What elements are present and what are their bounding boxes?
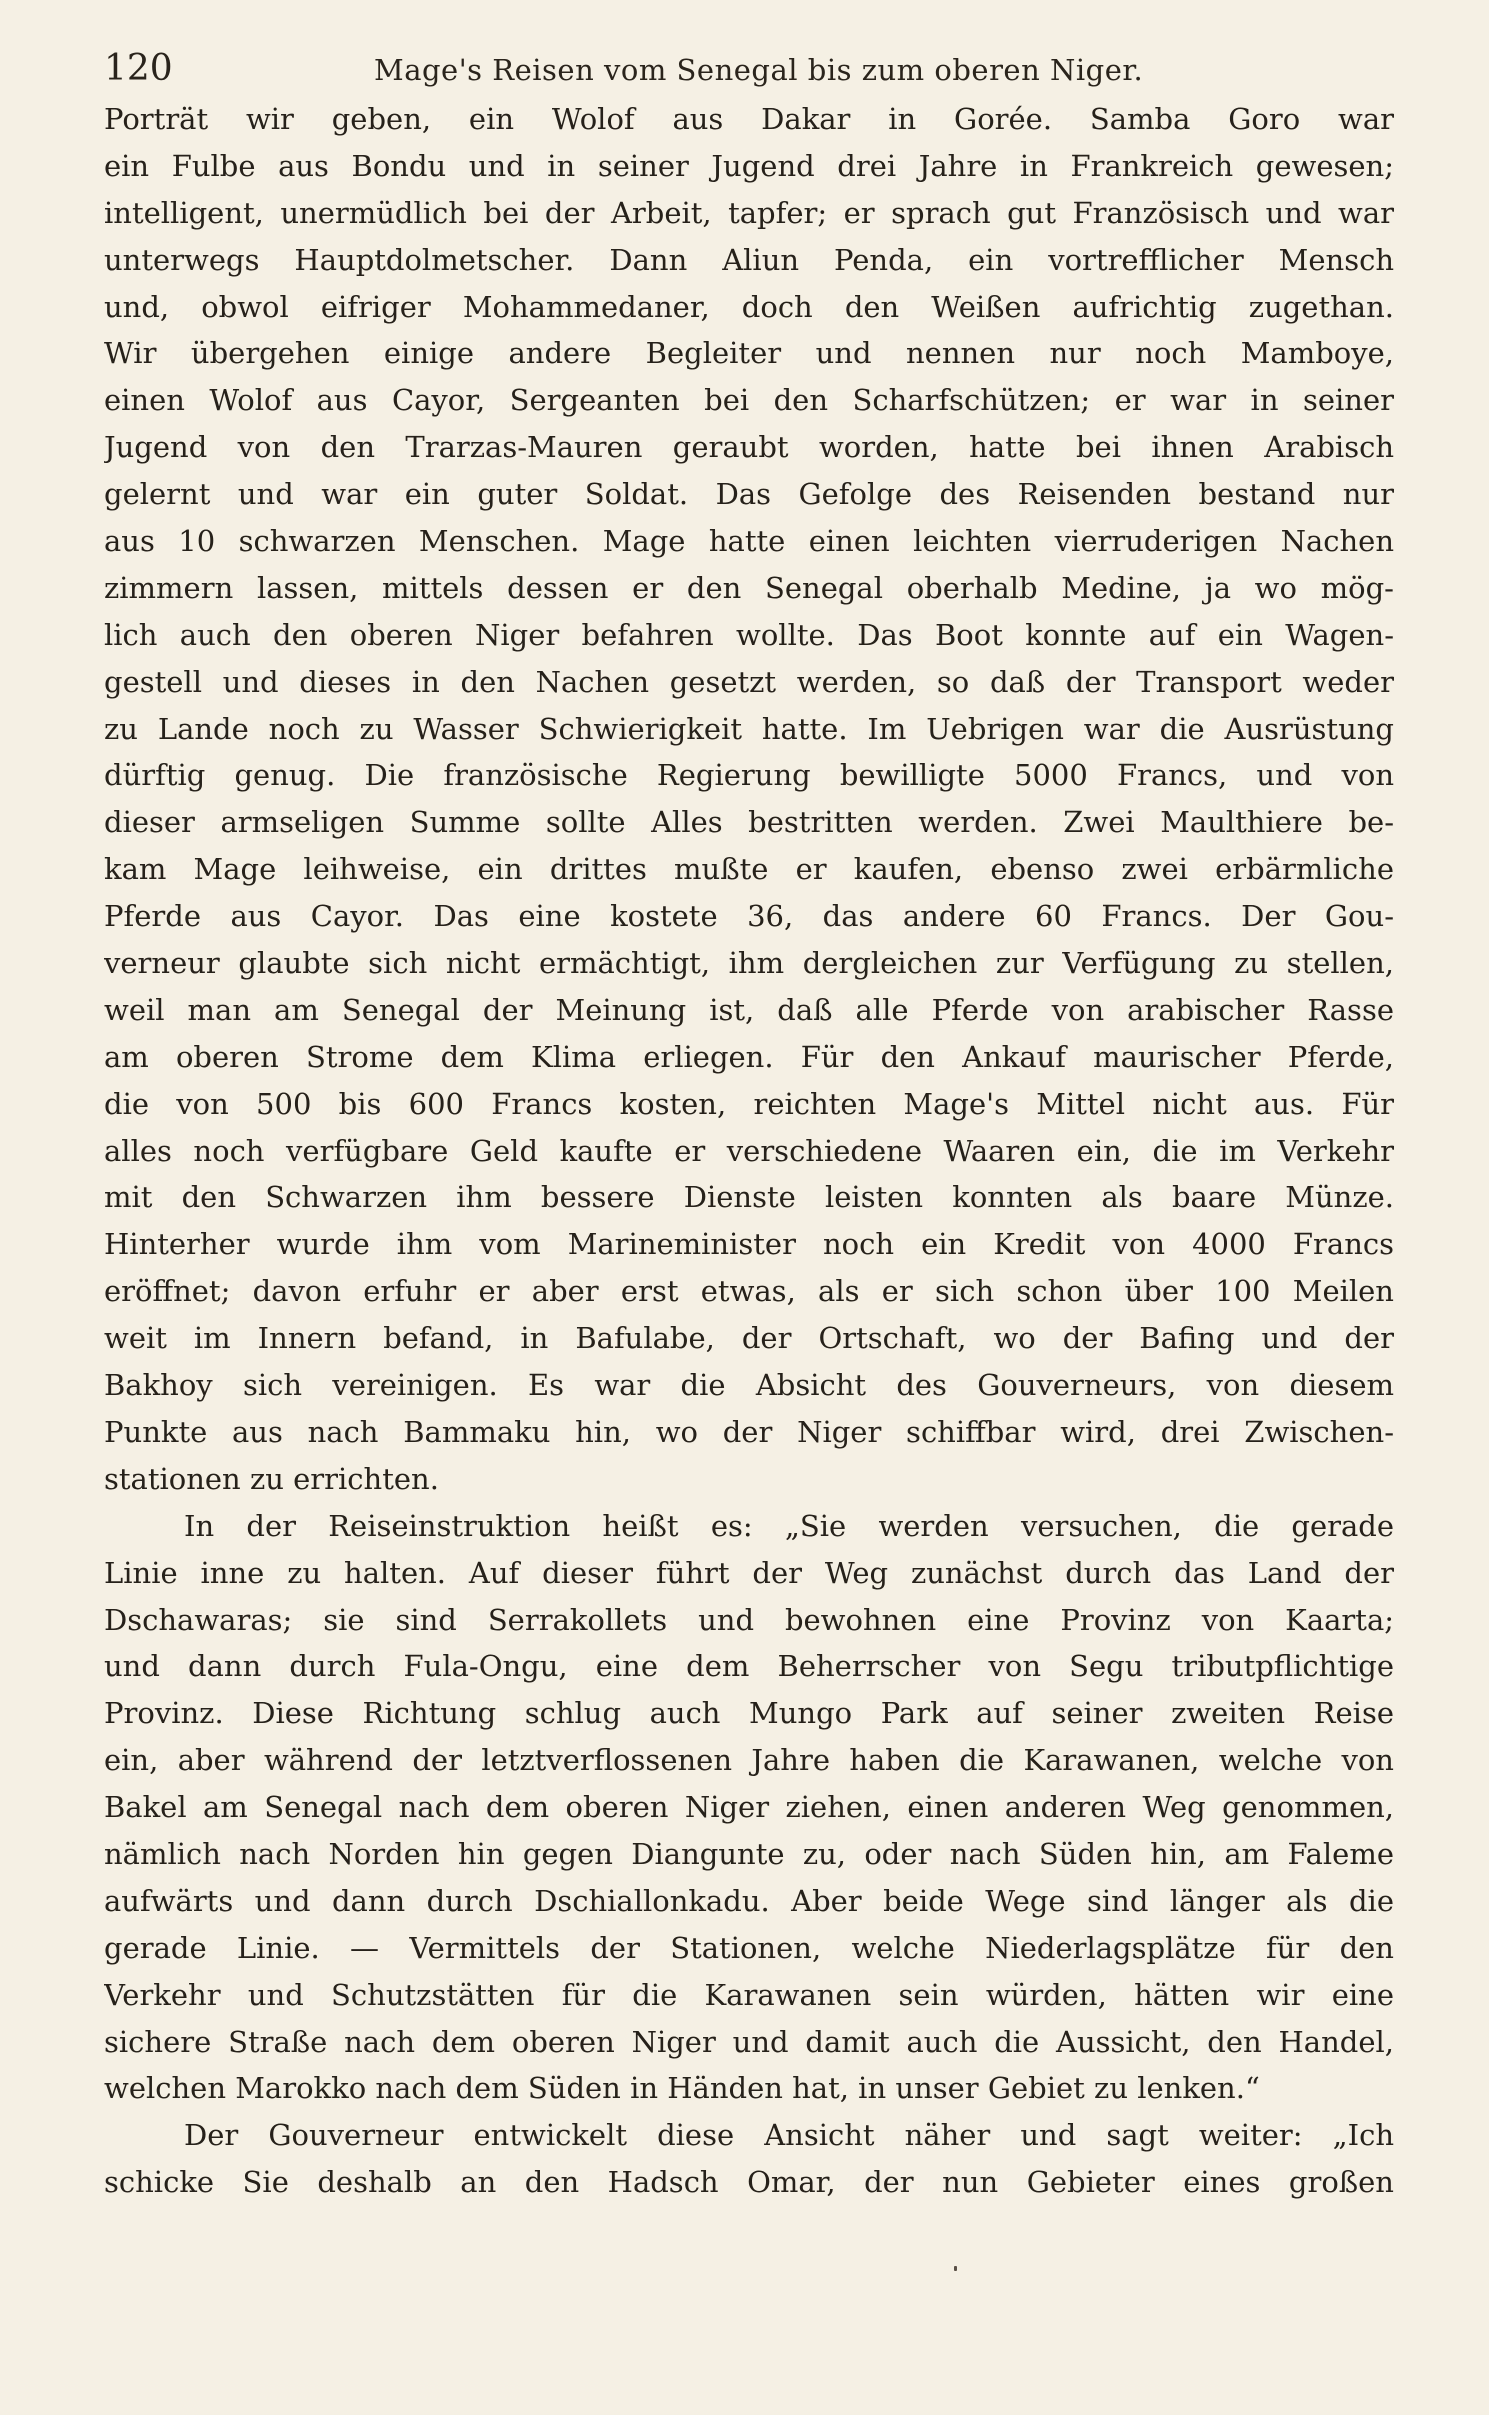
body-text	[104, 96, 1394, 2206]
text-line: Verkehr und Schutzstätten für die Karawanen sein würden, hätten wir eine	[104, 1977, 1394, 2012]
text-line: Punkte aus nach Bammaku hin, wo der Niger schiffbar wird, drei Zwischen-	[104, 1414, 1394, 1449]
text-line: alles noch verfügbare Geld kaufte er verschiedene Waaren ein, die im Verkehr	[104, 1133, 1394, 1168]
text-line: mit den Schwarzen ihm bessere Dienste leisten konnten als baare Münze.	[104, 1180, 1394, 1215]
text-line: Hinterher wurde ihm vom Marineminister noch ein Kredit von 4000 Francs	[104, 1227, 1394, 1262]
text-line: nämlich nach Norden hin gegen Diangunte zu, oder nach Süden hin, am Faleme	[104, 1836, 1394, 1871]
text-line: dürftig genug. Die französische Regierung bewilligte 5000 Francs, und von	[104, 758, 1394, 793]
text-line: gelernt und war ein guter Soldat. Das Gefolge des Reisenden bestand nur	[104, 477, 1394, 512]
paragraph-1	[104, 96, 1394, 1503]
page-header	[104, 44, 1394, 94]
text-line: Der Gouverneur entwickelt diese Ansicht näher und sagt weiter: „Ich	[184, 2118, 1394, 2153]
text-line: gestell und dieses in den Nachen gesetzt werden, so daß der Transport weder	[104, 664, 1394, 699]
text-line: die von 500 bis 600 Francs kosten, reichten Mage's Mittel nicht aus. Für	[104, 1086, 1394, 1121]
text-line: Wir übergehen einige andere Begleiter und nennen nur noch Mamboye,	[104, 336, 1394, 371]
text-line: Provinz. Diese Richtung schlug auch Mungo Park auf seiner zweiten Reise	[104, 1696, 1394, 1731]
text-line: einen Wolof aus Cayor, Sergeanten bei den Scharfschützen; er war in seiner	[104, 383, 1394, 418]
text-line: zu Lande noch zu Wasser Schwierigkeit hatte. Im Uebrigen war die Ausrüstung	[104, 711, 1394, 746]
text-line: welchen Marokko nach dem Süden in Händen hat, in unser Gebiet zu lenken.“	[104, 2071, 1260, 2106]
text-line: und, obwol eifriger Mohammedaner, doch den Weißen aufrichtig zugethan.	[104, 289, 1394, 324]
text-line: Dschawaras; sie sind Serrakollets und bewohnen eine Provinz von Kaarta;	[104, 1602, 1394, 1637]
text-line: dieser armseligen Summe sollte Alles bestritten werden. Zwei Maulthiere be-	[104, 805, 1394, 840]
text-line: zimmern lassen, mittels dessen er den Senegal oberhalb Medine, ja wo mög-	[104, 570, 1394, 605]
text-line: sichere Straße nach dem oberen Niger und damit auch die Aussicht, den Handel,	[104, 2024, 1394, 2059]
text-line: ein Fulbe aus Bondu und in seiner Jugend drei Jahre in Frankreich gewesen;	[104, 148, 1394, 183]
text-line: stationen zu errichten.	[104, 1461, 439, 1496]
text-line: In der Reiseinstruktion heißt es: „Sie werden versuchen, die gerade	[184, 1508, 1394, 1543]
text-line: kam Mage leihweise, ein drittes mußte er kaufen, ebenso zwei erbärmliche	[104, 852, 1394, 887]
text-line: Pferde aus Cayor. Das eine kostete 36, das andere 60 Francs. Der Gou-	[104, 899, 1394, 934]
text-line: Porträt wir geben, ein Wolof aus Dakar in Gorée. Samba Goro war	[104, 102, 1394, 136]
text-line: Jugend von den Trarzas-Mauren geraubt worden, hatte bei ihnen Arabisch	[104, 430, 1394, 465]
text-line: aufwärts und dann durch Dschiallonkadu. Aber beide Wege sind länger als die	[104, 1883, 1394, 1918]
text-line: Bakhoy sich vereinigen. Es war die Absicht des Gouverneurs, von diesem	[104, 1368, 1394, 1403]
text-line: ein, aber während der letztverflossenen Jahre haben die Karawanen, welche von	[104, 1743, 1394, 1778]
text-line: eröffnet; davon erfuhr er aber erst etwas, als er sich schon über 100 Meilen	[104, 1274, 1394, 1309]
text-line: und dann durch Fula-Ongu, eine dem Beherrscher von Segu tributpflichtige	[104, 1649, 1394, 1684]
paragraph-2	[104, 1503, 1394, 2113]
text-line: am oberen Strome dem Klima erliegen. Für den Ankauf maurischer Pferde,	[104, 1039, 1394, 1074]
text-line: weit im Innern befand, in Bafulabe, der Ortschaft, wo der Bafing und der	[104, 1321, 1394, 1356]
text-line: aus 10 schwarzen Menschen. Mage hatte einen leichten vierruderigen Nachen	[104, 524, 1394, 559]
text-line: schicke Sie deshalb an den Hadsch Omar, der nun Gebieter eines großen	[104, 2165, 1394, 2200]
text-line: gerade Linie. — Vermittels der Stationen, welche Niederlagsplätze für den	[104, 1930, 1394, 1965]
text-line: weil man am Senegal der Meinung ist, daß alle Pferde von arabischer Rasse	[104, 992, 1394, 1027]
paragraph-3	[104, 2112, 1394, 2206]
page-number: 120	[104, 48, 173, 89]
text-line: verneur glaubte sich nicht ermächtigt, ihm dergleichen zur Verfügung zu stellen,	[104, 946, 1394, 981]
text-line: Linie inne zu halten. Auf dieser führt der Weg zunächst durch das Land der	[104, 1555, 1394, 1590]
ink-speck	[954, 2266, 957, 2271]
text-line: intelligent, unermüdlich bei der Arbeit, tapfer; er sprach gut Französisch und war	[104, 195, 1394, 230]
text-line: unterwegs Hauptdolmetscher. Dann Aliun Penda, ein vortrefflicher Mensch	[104, 242, 1394, 277]
text-line: Bakel am Senegal nach dem oberen Niger ziehen, einen anderen Weg genommen,	[104, 1790, 1394, 1825]
text-line: lich auch den oberen Niger befahren wollte. Das Boot konnte auf ein Wagen-	[104, 617, 1394, 652]
running-head: Mage's Reisen vom Senegal bis zum oberen Niger.	[374, 53, 1144, 87]
